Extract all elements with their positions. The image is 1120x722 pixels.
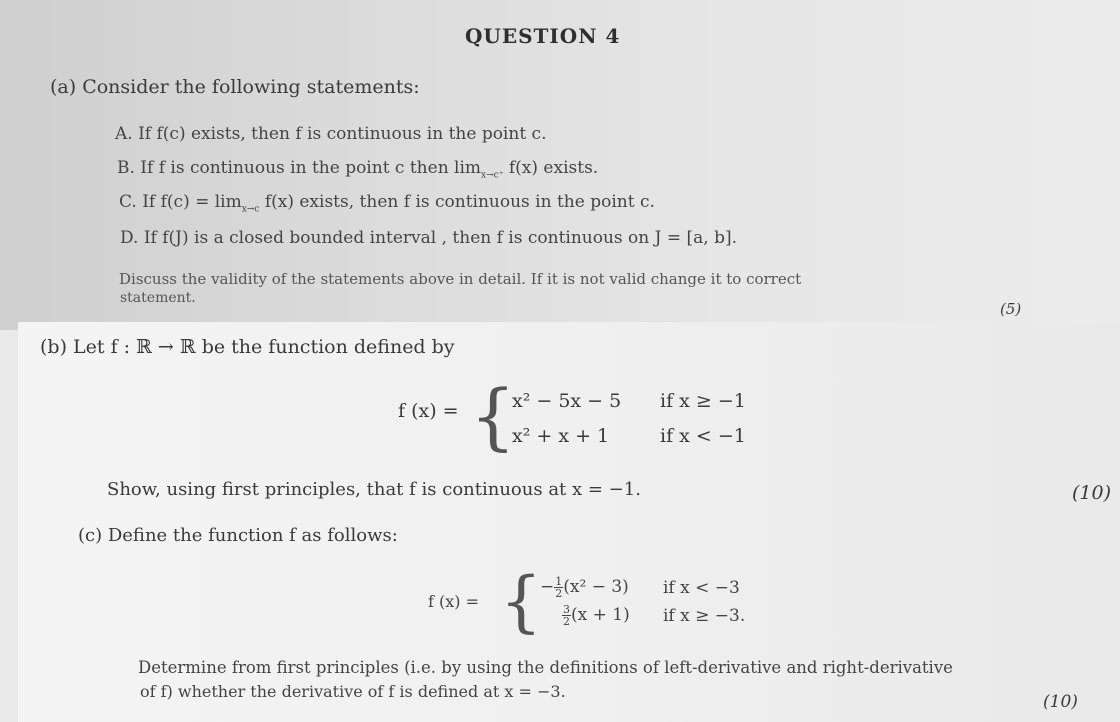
- part-b-case2-cond: if x < −1: [660, 425, 746, 447]
- discuss-line-2: statement.: [120, 290, 196, 306]
- part-c-case1-denominator: 2: [555, 587, 563, 600]
- statement-b-text: B. If f is continuous in the point c then lim: [117, 158, 482, 178]
- part-c-determine-line-1: Determine from first principles (i.e. by using the definitions of left-derivative and right-derivative: [138, 658, 953, 677]
- part-c-case2-cond: if x ≥ −3.: [663, 606, 746, 626]
- part-b-label: (b) Let f : ℝ → ℝ be the function defined by: [40, 336, 455, 358]
- part-a-label: (a) Consider the following statements:: [50, 76, 420, 98]
- part-c-case1-fraction: [554, 576, 563, 599]
- statement-d: D. If f(J) is a closed bounded interval , then f is continuous on J = [a, b].: [120, 228, 738, 248]
- part-c-case1: [540, 576, 629, 599]
- part-b-brace: {: [470, 374, 516, 458]
- part-c-case1-sign: −: [540, 577, 555, 597]
- part-c-lhs: f (x) =: [428, 592, 480, 611]
- part-c-case1-cond: if x < −3: [663, 578, 740, 598]
- statement-a: A. If f(c) exists, then f is continuous in the point c.: [115, 124, 547, 144]
- part-b-case1-cond: if x ≥ −1: [660, 390, 746, 412]
- part-c-case2-numerator: 3: [563, 603, 570, 616]
- part-c-marks: (10): [1043, 692, 1078, 712]
- statement-b-limit-sub: x→c⁺: [481, 170, 504, 181]
- part-b-case2-expr: x² + x + 1: [512, 425, 610, 447]
- part-c-case1-numerator: 1: [555, 575, 563, 588]
- part-b-case1-expr: x² − 5x − 5: [512, 390, 622, 412]
- statement-c-tail: f(x) exists, then f is continuous in the point c.: [264, 192, 655, 212]
- statement-c: [119, 192, 655, 214]
- part-c-case2-denominator: 2: [563, 615, 570, 628]
- statement-b: [117, 158, 598, 180]
- question-title: QUESTION 4: [465, 24, 621, 48]
- part-c-case2: [562, 604, 630, 627]
- statement-c-limit-sub: x→c: [241, 204, 260, 215]
- part-b-lhs: f (x) =: [398, 400, 459, 422]
- part-c-brace: {: [500, 563, 542, 640]
- part-b-marks: (10): [1072, 482, 1112, 504]
- part-c-label: (c) Define the function f as follows:: [78, 525, 398, 546]
- part-c-determine-line-2: of f) whether the derivative of f is defined at x = −3.: [140, 682, 566, 701]
- statement-b-tail: f(x) exists.: [508, 158, 599, 178]
- part-c-case1-expr: (x² − 3): [563, 577, 629, 597]
- statement-c-text: C. If f(c) = lim: [119, 192, 242, 212]
- part-a-marks: (5): [1000, 300, 1022, 318]
- part-b-show: Show, using first principles, that f is continuous at x = −1.: [107, 479, 641, 500]
- part-c-case2-expr: (x + 1): [571, 605, 630, 625]
- discuss-line-1: Discuss the validity of the statements above in detail. If it is not valid change it to correct: [119, 270, 802, 288]
- part-c-case2-fraction: [562, 604, 571, 627]
